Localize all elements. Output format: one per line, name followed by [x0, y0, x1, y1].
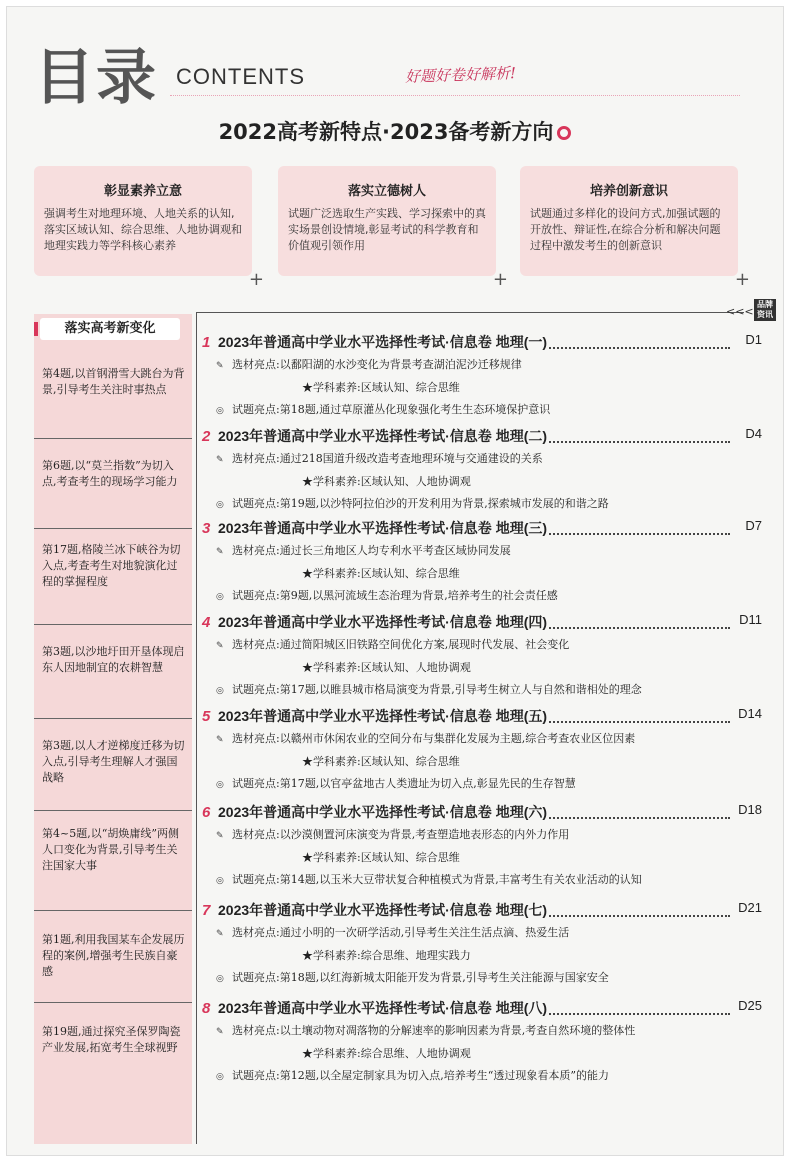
exam-page[interactable]: D7	[742, 518, 762, 533]
literacy-text: 区域认知、综合思维	[360, 567, 460, 580]
literacy-line	[202, 1043, 774, 1065]
literacy-text: 区域认知、综合思维	[360, 755, 460, 768]
exam-entry[interactable]	[202, 332, 774, 422]
literacy-line	[202, 945, 774, 967]
literacy-label: ★学科素养:	[302, 381, 361, 394]
literacy-label: ★学科素养:	[302, 567, 361, 580]
exam-page[interactable]: D4	[742, 426, 762, 441]
feature-card	[278, 166, 508, 290]
exam-entry[interactable]	[202, 998, 774, 1088]
exam-entry[interactable]	[202, 518, 774, 608]
question-label: 试题亮点:	[232, 497, 280, 510]
exam-number: 8	[202, 1000, 211, 1017]
exam-page[interactable]: D11	[736, 612, 762, 627]
sidebar-item: 第4题,以首钢滑雪大跳台为背景,引导考生关注时事热点	[42, 367, 185, 396]
exam-heading[interactable]	[202, 426, 774, 448]
literacy-label: ★学科素养:	[302, 851, 361, 864]
literacy-text: 区域认知、人地协调观	[360, 475, 471, 488]
exam-heading[interactable]	[202, 900, 774, 922]
question-icon: ◎	[216, 686, 224, 696]
question-text: 第9题,以黑河流域生态治理为背景,培养考生的社会责任感	[279, 589, 558, 602]
question-icon: ◎	[216, 406, 224, 416]
slogan: 好题好卷好解析!	[404, 64, 517, 86]
question-text: 第18题,通过草原灌丛化现象强化考生生态环境保护意识	[279, 403, 551, 416]
feature-text: 试题通过多样化的设问方式,加强试题的开放性、辩证性,在综合分析和解决问题过程中激发考生的创新意识	[530, 207, 721, 252]
question-icon: ◎	[216, 780, 224, 790]
exam-heading[interactable]	[202, 332, 774, 354]
question-text: 第17题,以睢县城市格局演变为背景,引导考生树立人与自然和谐相处的理念	[279, 683, 642, 696]
exam-entry[interactable]	[202, 802, 774, 892]
exam-page[interactable]: D1	[742, 332, 762, 347]
exam-heading[interactable]	[202, 998, 774, 1020]
material-line	[202, 728, 774, 751]
material-label: 选材亮点:	[232, 358, 280, 371]
material-label: 选材亮点:	[232, 544, 280, 557]
exam-title[interactable]: 2023年普通高中学业水平选择性考试·信息卷 地理(四)	[218, 614, 548, 630]
exam-page[interactable]: D14	[735, 706, 762, 721]
literacy-text: 综合思维、地理实践力	[360, 949, 471, 962]
section-title-text: 2022高考新特点·2023备考新方向	[218, 120, 554, 144]
exam-heading[interactable]	[202, 612, 774, 634]
sidebar-divider	[34, 810, 192, 811]
material-icon: ✎	[216, 361, 224, 371]
circle-mark-icon	[557, 126, 571, 140]
literacy-text: 区域认知、人地协调观	[360, 661, 471, 674]
exam-page[interactable]: D25	[735, 998, 762, 1013]
literacy-label: ★学科素养:	[302, 949, 361, 962]
question-text: 第18题,以红海新城太阳能开发为背景,引导考生关注能源与国家安全	[279, 971, 609, 984]
literacy-line	[202, 377, 774, 399]
material-line	[202, 448, 774, 471]
question-line	[202, 967, 774, 990]
sidebar-item: 第17题,格陵兰冰下峡谷为切入点,考查考生对地貌演化过程的掌握程度	[42, 543, 181, 588]
exam-title[interactable]: 2023年普通高中学业水平选择性考试·信息卷 地理(五)	[218, 708, 548, 724]
material-text: 以土壤动物对凋落物的分解速率的影响因素为背景,考查自然环境的整体性	[279, 1024, 636, 1037]
material-text: 以赣州市休闲农业的空间分布与集群化发展为主题,综合考查农业区位因素	[279, 732, 636, 745]
literacy-line	[202, 563, 774, 585]
exam-heading[interactable]	[202, 802, 774, 824]
contents-frame-top	[196, 312, 744, 313]
material-label: 选材亮点:	[232, 732, 280, 745]
exam-heading[interactable]	[202, 706, 774, 728]
sidebar-divider	[34, 718, 192, 719]
material-line	[202, 634, 774, 657]
literacy-text: 区域认知、综合思维	[360, 851, 460, 864]
sidebar-item: 第1题,利用我国某车企发展历程的案例,增强考生民族自豪感	[42, 933, 185, 978]
material-icon: ✎	[216, 735, 224, 745]
sidebar-divider	[34, 438, 192, 439]
question-label: 试题亮点:	[232, 777, 280, 790]
arrows-icon: <<<	[726, 305, 754, 318]
question-line	[202, 399, 774, 422]
question-line	[202, 679, 774, 702]
material-line	[202, 1020, 774, 1043]
question-icon: ◎	[216, 974, 224, 984]
literacy-text: 区域认知、综合思维	[360, 381, 460, 394]
material-text: 通过218国道升级改造考查地理环境与交通建设的关系	[279, 452, 543, 465]
feature-card	[34, 166, 264, 290]
literacy-line	[202, 847, 774, 869]
question-icon: ◎	[216, 1072, 224, 1082]
material-icon: ✎	[216, 1027, 224, 1037]
sidebar-item: 第3题,以沙地圩田开垦体现启东人因地制宜的农耕智慧	[42, 645, 185, 674]
material-text: 以沙漠侧置河床演变为背景,考查塑造地表形态的内外力作用	[279, 828, 570, 841]
material-label: 选材亮点:	[232, 1024, 280, 1037]
exam-page[interactable]: D18	[735, 802, 762, 817]
question-line	[202, 585, 774, 608]
sidebar-divider	[34, 1002, 192, 1003]
sidebar-item: 第3题,以人才逆梯度迁移为切入点,引导考生理解人才强国战略	[42, 739, 185, 784]
sidebar-item: 第4~5题,以“胡焕庸线”两侧人口变化为背景,引导考生关注国家大事	[42, 827, 179, 872]
material-label: 选材亮点:	[232, 638, 280, 651]
feature-title: 培养创新意识	[589, 184, 668, 199]
question-label: 试题亮点:	[232, 589, 280, 602]
material-icon: ✎	[216, 929, 224, 939]
sidebar-item: 第6题,以“莫兰指数”为切入点,考查考生的现场学习能力	[42, 459, 178, 488]
exam-entry[interactable]	[202, 706, 774, 796]
exam-number: 1	[202, 334, 211, 351]
exam-number: 6	[202, 804, 211, 821]
sidebar-title: 落实高考新变化	[40, 318, 180, 340]
question-line	[202, 869, 774, 892]
material-text: 通过简阳城区旧铁路空间优化方案,展现时代发展、社会变化	[279, 638, 570, 651]
literacy-text: 综合思维、人地协调观	[360, 1047, 471, 1060]
exam-heading[interactable]	[202, 518, 774, 540]
sidebar-item: 第19题,通过探究圣保罗陶瓷产业发展,拓宽考生全球视野	[42, 1025, 181, 1054]
material-text: 通过小明的一次研学活动,引导考生关注生活点滴、热爱生活	[279, 926, 570, 939]
question-text: 第19题,以沙特阿拉伯沙的开发利用为背景,探索城市发展的和谐之路	[279, 497, 609, 510]
question-label: 试题亮点:	[232, 683, 280, 696]
material-line	[202, 824, 774, 847]
exam-entry[interactable]	[202, 426, 774, 516]
question-text: 第14题,以玉米大豆带状复合种植模式为背景,丰富考生有关农业活动的认知	[279, 873, 642, 886]
material-icon: ✎	[216, 547, 224, 557]
material-line	[202, 354, 774, 377]
literacy-label: ★学科素养:	[302, 661, 361, 674]
sidebar-divider	[34, 910, 192, 911]
exam-number: 3	[202, 520, 211, 537]
question-icon: ◎	[216, 592, 224, 602]
exam-title[interactable]: 2023年普通高中学业水平选择性考试·信息卷 地理(六)	[218, 804, 548, 820]
literacy-label: ★学科素养:	[302, 475, 361, 488]
sidebar	[34, 314, 192, 1144]
exam-page[interactable]: D21	[735, 900, 762, 915]
material-line	[202, 922, 774, 945]
feature-card	[520, 166, 750, 290]
feature-title: 彰显素养立意	[103, 184, 182, 199]
question-text: 第12题,以全屋定制家具为切入点,培养考生“透过现象看本质”的能力	[279, 1069, 609, 1082]
page-subtitle: CONTENTS	[176, 64, 305, 89]
material-text: 通过长三角地区人均专利水平考查区域协同发展	[279, 544, 511, 557]
material-label: 选材亮点:	[232, 828, 280, 841]
material-label: 选材亮点:	[232, 926, 280, 939]
exam-title[interactable]: 2023年普通高中学业水平选择性考试·信息卷 地理(八)	[218, 1000, 548, 1016]
sidebar-divider	[34, 624, 192, 625]
brand-tag: 品牌资讯	[754, 299, 776, 321]
section-title	[0, 116, 790, 146]
material-line	[202, 540, 774, 563]
exam-number: 5	[202, 708, 211, 725]
feature-text: 试题广泛选取生产实践、学习探索中的真实场景创设情境,彰显考试的科学教育和价值观引领作用	[288, 207, 486, 252]
exam-title[interactable]: 2023年普通高中学业水平选择性考试·信息卷 地理(一)	[218, 334, 548, 350]
literacy-line	[202, 751, 774, 773]
material-text: 以鄱阳湖的水沙变化为背景考查湖泊泥沙迁移规律	[279, 358, 522, 371]
literacy-label: ★学科素养:	[302, 1047, 361, 1060]
material-icon: ✎	[216, 455, 224, 465]
literacy-line	[202, 657, 774, 679]
question-label: 试题亮点:	[232, 971, 280, 984]
question-text: 第17题,以官亭盆地古人类遗址为切入点,彰显先民的生存智慧	[279, 777, 576, 790]
question-line	[202, 493, 774, 516]
question-line	[202, 773, 774, 796]
exam-entry[interactable]	[202, 612, 774, 702]
literacy-label: ★学科素养:	[302, 755, 361, 768]
exam-title[interactable]: 2023年普通高中学业水平选择性考试·信息卷 地理(三)	[218, 520, 548, 536]
page-title: 目录	[34, 43, 158, 113]
exam-number: 7	[202, 902, 211, 919]
exam-number: 2	[202, 428, 211, 445]
sidebar-divider	[34, 528, 192, 529]
header-divider	[170, 95, 740, 96]
material-icon: ✎	[216, 641, 224, 651]
plus-icon: +	[248, 269, 264, 290]
feature-text: 强调考生对地理环境、人地关系的认知,落实区域认知、综合思维、人地协调观和地理实践力等学科核心素养	[44, 207, 242, 252]
exam-title[interactable]: 2023年普通高中学业水平选择性考试·信息卷 地理(七)	[218, 902, 548, 918]
material-icon: ✎	[216, 831, 224, 841]
question-line	[202, 1065, 774, 1088]
exam-number: 4	[202, 614, 211, 631]
question-label: 试题亮点:	[232, 403, 280, 416]
literacy-line	[202, 471, 774, 493]
question-label: 试题亮点:	[232, 1069, 280, 1082]
plus-icon: +	[492, 269, 508, 290]
question-icon: ◎	[216, 876, 224, 886]
exam-entry[interactable]	[202, 900, 774, 990]
exam-title[interactable]: 2023年普通高中学业水平选择性考试·信息卷 地理(二)	[218, 428, 548, 444]
material-label: 选材亮点:	[232, 452, 280, 465]
plus-icon: +	[734, 269, 750, 290]
question-icon: ◎	[216, 500, 224, 510]
question-label: 试题亮点:	[232, 873, 280, 886]
feature-title: 落实立德树人	[347, 184, 426, 199]
